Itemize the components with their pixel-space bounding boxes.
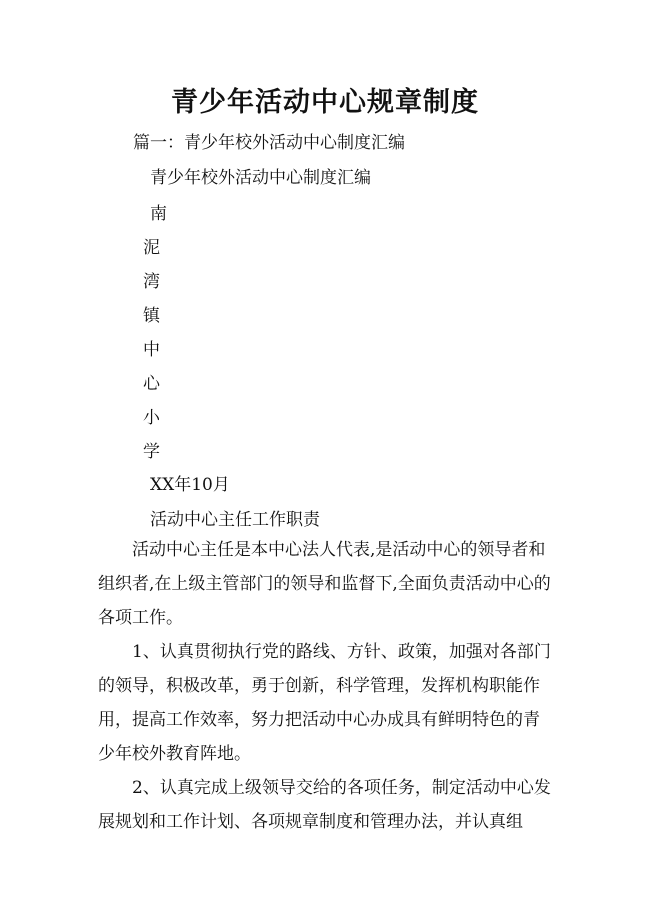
school-char: 学 [143,442,160,462]
chapter-heading: 篇一：青少年校外活动中心制度汇编 [133,133,405,153]
body-paragraph: 1、认真贯彻执行党的路线、方针、政策，加强对各部门的领导，积极改革，勇于创新，科学管理，发挥机构职能作用，提高工作效率，努力把活动中心办成具有鲜明特色的青少年校外教育阵地。 [98,642,551,764]
section-heading: 活动中心主任工作职责 [150,510,320,530]
school-char: 小 [143,408,160,428]
school-char: 心 [143,374,160,394]
school-char: 中 [143,340,160,360]
subtitle: 青少年校外活动中心制度汇编 [150,168,371,188]
school-char: 镇 [143,306,160,326]
school-char: 泥 [143,238,160,258]
document-title: 青少年活动中心规章制度 [171,87,479,118]
document-date: XX年10月 [150,475,230,495]
school-char: 湾 [143,272,160,292]
body-paragraph: 2、认真完成上级领导交给的各项任务，制定活动中心发展规划和工作计划、各项规章制度和管理办法，并认真组 [98,778,551,832]
body-paragraph: 活动中心主任是本中心法人代表,是活动中心的领导者和组织者,在上级主管部门的领导和监督下,全面负责活动中心的各项工作。 [98,540,551,628]
school-char: 南 [150,204,167,224]
